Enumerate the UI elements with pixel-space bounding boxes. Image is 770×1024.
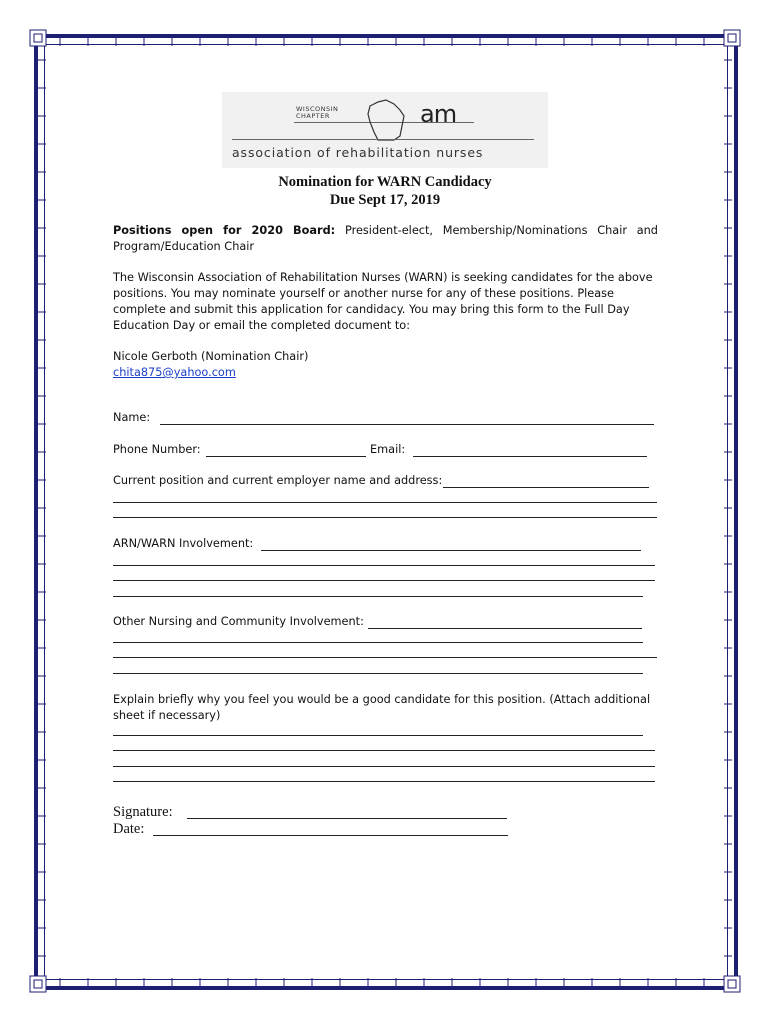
position-label: Current position and current employer name and address:: [113, 474, 443, 487]
logo-rule-bottom: [232, 139, 534, 140]
other-field-1[interactable]: [368, 628, 642, 629]
contact-name: Nicole Gerboth (Nomination Chair): [113, 350, 309, 363]
arn-row: [113, 537, 253, 550]
other-field-2[interactable]: [113, 642, 643, 643]
logo-chapter-line2: CHAPTER: [296, 112, 330, 120]
logo-chapter-line1: WISCONSIN: [296, 105, 339, 113]
contact-email-link[interactable]: chita875@yahoo.com: [113, 366, 236, 379]
arn-field-1[interactable]: [261, 550, 641, 551]
signature-label: Signature:: [113, 804, 173, 820]
intro-line-4: Education Day or email the completed document to:: [113, 319, 411, 332]
wisconsin-state-icon: [364, 96, 414, 142]
form-due-date: Due Sept 17, 2019: [329, 192, 441, 208]
arn-field-3[interactable]: [113, 580, 655, 581]
signature-field[interactable]: [187, 818, 507, 819]
positions-line: [113, 223, 658, 239]
warn-logo: [222, 92, 548, 168]
explain-field-4[interactable]: [113, 781, 655, 782]
arn-field-2[interactable]: [113, 565, 655, 566]
explain-line-1: Explain briefly why you feel you would be a good candidate for this position. (Attach additional: [113, 693, 651, 706]
position-field-1[interactable]: [443, 487, 649, 488]
name-row: [113, 411, 150, 424]
logo-chapter-text: [296, 106, 338, 120]
other-row: [113, 615, 364, 628]
positions-value: President-elect, Membership/Nominations Chair and: [344, 224, 658, 237]
date-label: Date:: [113, 821, 145, 837]
position-field-2[interactable]: [113, 502, 657, 503]
explain-field-2[interactable]: [113, 750, 655, 751]
explain-line-2: sheet if necessary): [113, 709, 221, 722]
phone-label: Phone Number:: [113, 443, 201, 456]
other-label: Other Nursing and Community Involvement:: [113, 615, 364, 628]
arn-label: ARN/WARN Involvement:: [113, 537, 254, 550]
phone-field[interactable]: [206, 456, 366, 457]
explain-field-1[interactable]: [113, 735, 643, 736]
date-row: [113, 821, 144, 838]
intro-line-3: complete and submit this application for candidacy. You may bring this form to the Full Day: [113, 303, 630, 316]
position-row: [113, 474, 442, 487]
logo-org-name: association of rehabilitation nurses: [232, 145, 484, 160]
email-row: [370, 443, 405, 456]
other-field-3[interactable]: [113, 657, 657, 658]
intro-line-2: positions. You may nominate yourself or another nurse for any of these positions. Please: [113, 287, 615, 300]
date-field[interactable]: [153, 835, 508, 836]
arn-field-4[interactable]: [113, 596, 643, 597]
logo-mark: am: [420, 100, 457, 128]
phone-row: [113, 443, 201, 456]
email-field[interactable]: [413, 456, 647, 457]
positions-value-cont: Program/Education Chair: [113, 240, 255, 253]
position-field-3[interactable]: [113, 517, 657, 518]
form-title: Nomination for WARN Candidacy: [278, 174, 492, 190]
other-field-4[interactable]: [113, 673, 643, 674]
intro-line-1: The Wisconsin Association of Rehabilitation Nurses (WARN) is seeking candidates for the above: [113, 271, 653, 284]
contact-email-wrap: [113, 365, 658, 381]
email-label: Email:: [370, 443, 406, 456]
name-label: Name:: [113, 411, 151, 424]
explain-field-3[interactable]: [113, 766, 655, 767]
name-field[interactable]: [160, 424, 654, 425]
signature-row: [113, 804, 173, 821]
positions-label: Positions open for 2020 Board:: [113, 224, 336, 237]
